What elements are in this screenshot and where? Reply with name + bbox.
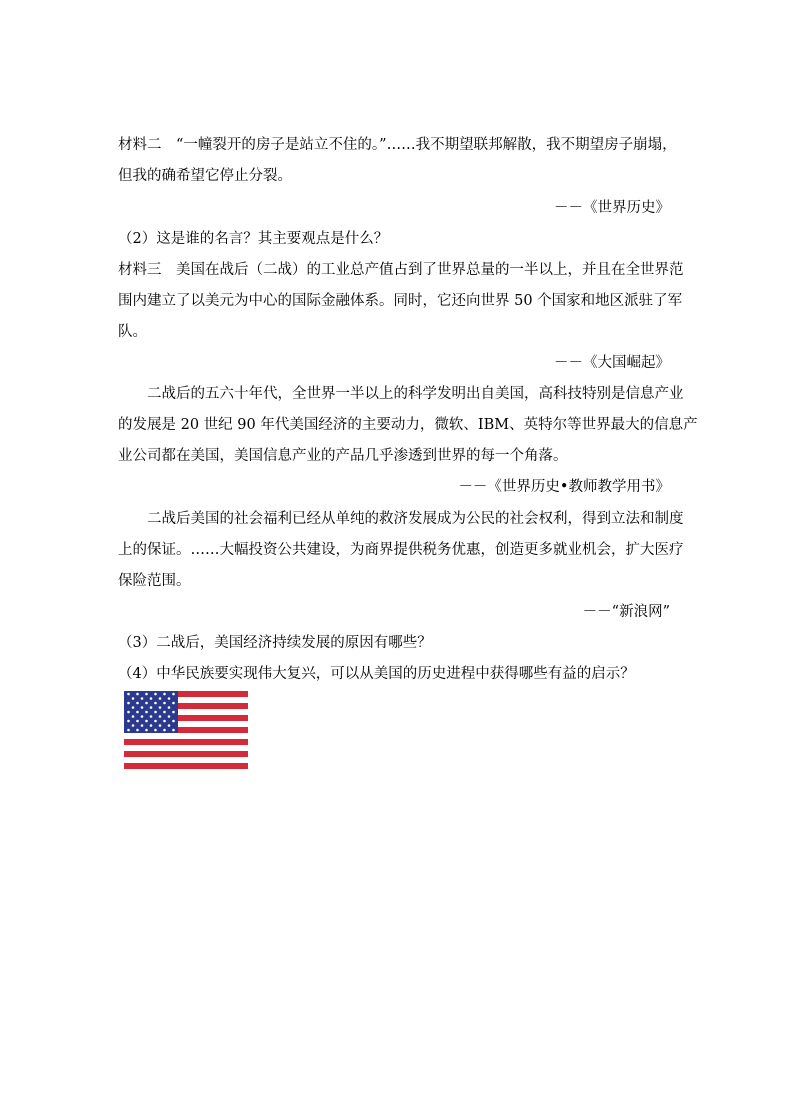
flag-star: [159, 715, 162, 718]
flag-star: [132, 706, 135, 709]
flag-star: [168, 724, 171, 727]
flag-star: [127, 693, 130, 696]
flag-star: [150, 715, 153, 718]
flag-star: [159, 706, 162, 709]
flag-star: [136, 702, 139, 705]
question-4: （4）中华民族要实现伟大复兴，可以从美国的历史进程中获得哪些有益的启示？: [118, 666, 635, 682]
material2-source: －－《世界历史》: [554, 200, 670, 216]
material2-line1: 材料二 “一幢裂开的房子是站立不住的。”……我不期望联邦解散，我不期望房子崩塌，: [118, 137, 677, 153]
material3-line1: 材料三 美国在战后（二战）的工业总产值占到了世界总量的一半以上，并且在全世界范: [118, 262, 684, 278]
material3-line2: 围内建立了以美元为中心的国际金融体系。同时，它还向世界 50 个国家和地区派驻了军: [118, 293, 683, 309]
flag-star: [154, 702, 157, 705]
welfare-para-source: －－“新浪网”: [582, 604, 670, 620]
flag-star: [159, 724, 162, 727]
tech-para-line3: 业公司都在美国，美国信息产业的产品几乎渗透到世界的每一个角落。: [118, 448, 568, 464]
flag-star: [163, 720, 166, 723]
question-2: （2）这是谁的名言？其主要观点是什么？: [118, 231, 389, 247]
flag-star: [172, 693, 175, 696]
flag-star: [145, 720, 148, 723]
flag-star: [168, 706, 171, 709]
tech-para-line2: 的发展是 20 世纪 90 年代美国经济的主要动力，微软、IBM、英特尔等世界最大的信息产: [118, 417, 698, 433]
flag-star: [150, 706, 153, 709]
flag-star: [145, 711, 148, 714]
material2-line2: 但我的确希望它停止分裂。: [118, 168, 292, 184]
flag-star: [154, 711, 157, 714]
us-flag-icon: [124, 691, 248, 769]
flag-star: [127, 711, 130, 714]
flag-star: [163, 693, 166, 696]
flag-star: [154, 729, 157, 732]
flag-star: [145, 702, 148, 705]
flag-star: [154, 693, 157, 696]
flag-stripe: [124, 739, 248, 745]
flag-star: [141, 706, 144, 709]
flag-star: [132, 697, 135, 700]
flag-star: [132, 715, 135, 718]
flag-star: [163, 729, 166, 732]
flag-star: [141, 724, 144, 727]
flag-star: [159, 697, 162, 700]
welfare-para-line1: 二战后美国的社会福利已经从单纯的救济发展成为公民的社会权利，得到立法和制度: [147, 511, 684, 527]
flag-star: [136, 720, 139, 723]
flag-stripe: [124, 751, 248, 757]
flag-star: [163, 702, 166, 705]
flag-star: [136, 711, 139, 714]
flag-star: [127, 720, 130, 723]
flag-star: [127, 702, 130, 705]
flag-star: [172, 720, 175, 723]
flag-stripe: [124, 763, 248, 769]
flag-star: [127, 729, 130, 732]
material3-line3: 队。: [118, 324, 147, 340]
flag-star: [172, 702, 175, 705]
flag-star: [136, 729, 139, 732]
flag-star: [168, 715, 171, 718]
material3-source: －－《大国崛起》: [554, 355, 670, 371]
flag-star: [168, 697, 171, 700]
flag-star: [172, 729, 175, 732]
tech-para-line1: 二战后的五六十年代，全世界一半以上的科学发明出自美国，高科技特别是信息产业: [147, 386, 684, 402]
tech-para-source: －－《世界历史•教师教学用书》: [458, 479, 670, 495]
flag-star: [172, 711, 175, 714]
welfare-para-line2: 上的保证。……大幅投资公共建设，为商界提供税务优惠，创造更多就业机会，扩大医疗: [118, 542, 684, 558]
flag-star: [132, 724, 135, 727]
flag-star: [136, 693, 139, 696]
flag-star: [145, 729, 148, 732]
flag-star: [150, 697, 153, 700]
flag-star: [150, 724, 153, 727]
flag-star: [141, 697, 144, 700]
flag-star: [154, 720, 157, 723]
flag-star: [163, 711, 166, 714]
flag-star: [145, 693, 148, 696]
welfare-para-line3: 保险范围。: [118, 573, 191, 589]
flag-star: [141, 715, 144, 718]
question-3: （3）二战后，美国经济持续发展的原因有哪些？: [118, 635, 432, 651]
